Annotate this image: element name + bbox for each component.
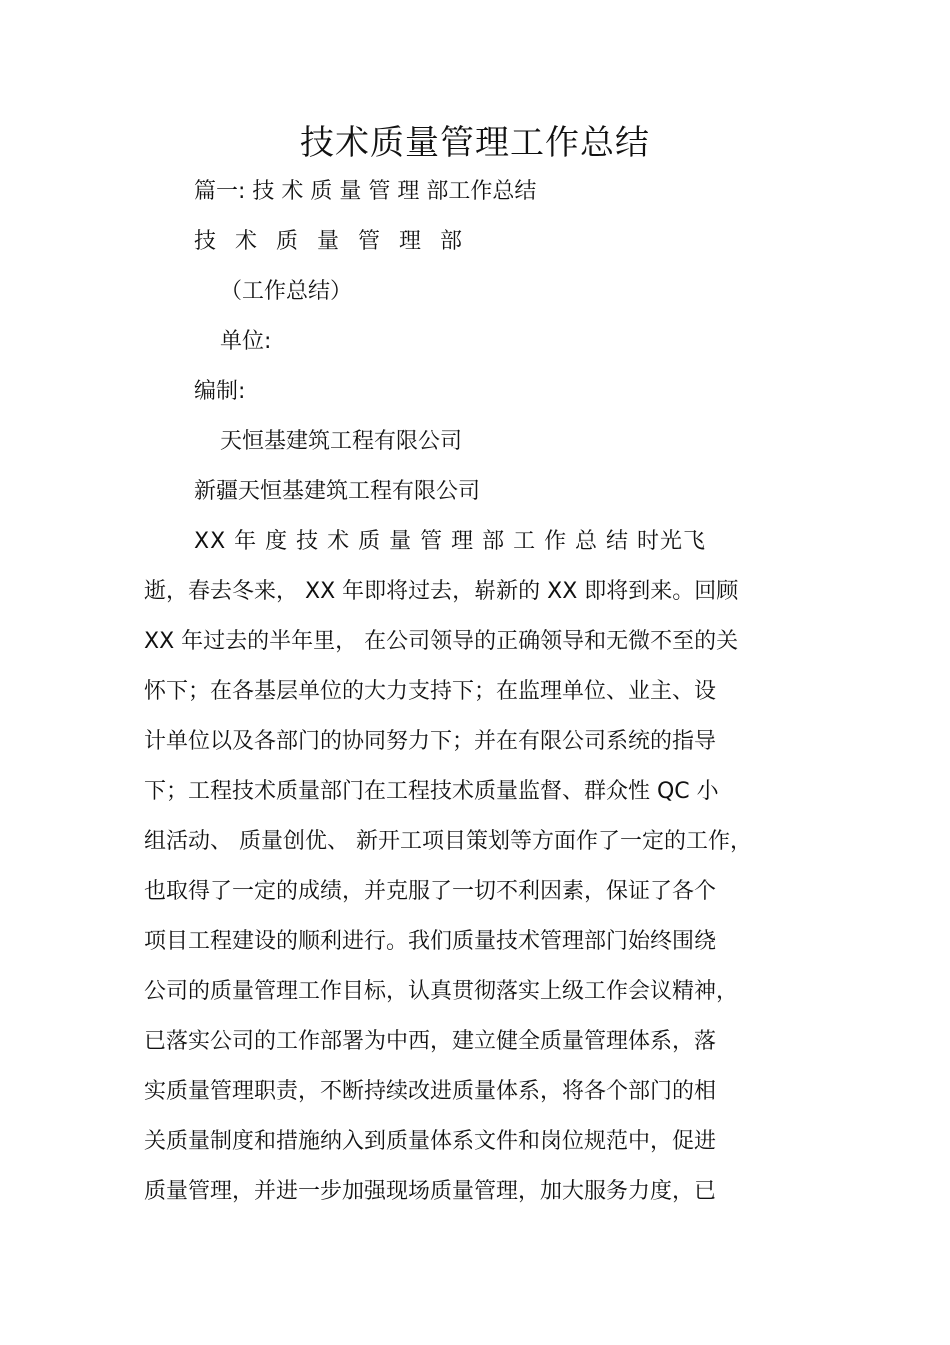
- body-line: 已落实公司的工作部署为中西，建立健全质量管理体系，落: [144, 1029, 717, 1054]
- body-line: 关质量制度和措施纳入到质量体系文件和岗位规范中，促进: [144, 1129, 717, 1154]
- body-line: XX 年过去的半年里， 在公司领导的正确领导和无微不至的关: [144, 629, 739, 654]
- header-line-work-summary: （工作总结）: [220, 279, 353, 304]
- header-line-company: 天恒基建筑工程有限公司: [220, 429, 463, 454]
- body-line: 质量管理，并进一步加强现场质量管理，加大服务力度，已: [144, 1179, 717, 1204]
- header-line-part-one: 篇一: 技 术 质 量 管 理 部工作总结: [194, 179, 537, 204]
- header-line-xinjiang-company: 新疆天恒基建筑工程有限公司: [194, 479, 481, 504]
- header-line-unit: 单位:: [220, 329, 272, 354]
- body-line: 下；工程技术质量部门在工程技术质量监督、群众性 QC 小: [144, 779, 719, 804]
- body-line: 项目工程建设的顺利进行。我们质量技术管理部门始终围绕: [144, 929, 717, 954]
- body-line: 计单位以及各部门的协同努力下；并在有限公司系统的指导: [144, 729, 717, 754]
- body-line: 公司的质量管理工作目标，认真贯彻落实上级工作会议精神，: [144, 979, 739, 1004]
- body-line: XX 年 度 技 术 质 量 管 理 部 工 作 总 结 时光飞: [194, 529, 707, 554]
- body-line: 组活动、 质量创优、 新开工项目策划等方面作了一定的工作，: [144, 829, 752, 854]
- header-line-department: 技 术 质 量 管 理 部: [194, 229, 468, 254]
- body-line: 逝，春去冬来， XX 年即将过去，崭新的 XX 即将到来。回顾: [144, 579, 739, 604]
- document-title: 技术质量管理工作总结: [300, 123, 650, 163]
- body-line: 也取得了一定的成绩，并克服了一切不利因素，保证了各个: [144, 879, 717, 904]
- body-line: 怀下；在各基层单位的大力支持下；在监理单位、业主、设: [144, 679, 717, 704]
- header-line-compiled-by: 编制:: [194, 379, 246, 404]
- body-line: 实质量管理职责，不断持续改进质量体系，将各个部门的相: [144, 1079, 717, 1104]
